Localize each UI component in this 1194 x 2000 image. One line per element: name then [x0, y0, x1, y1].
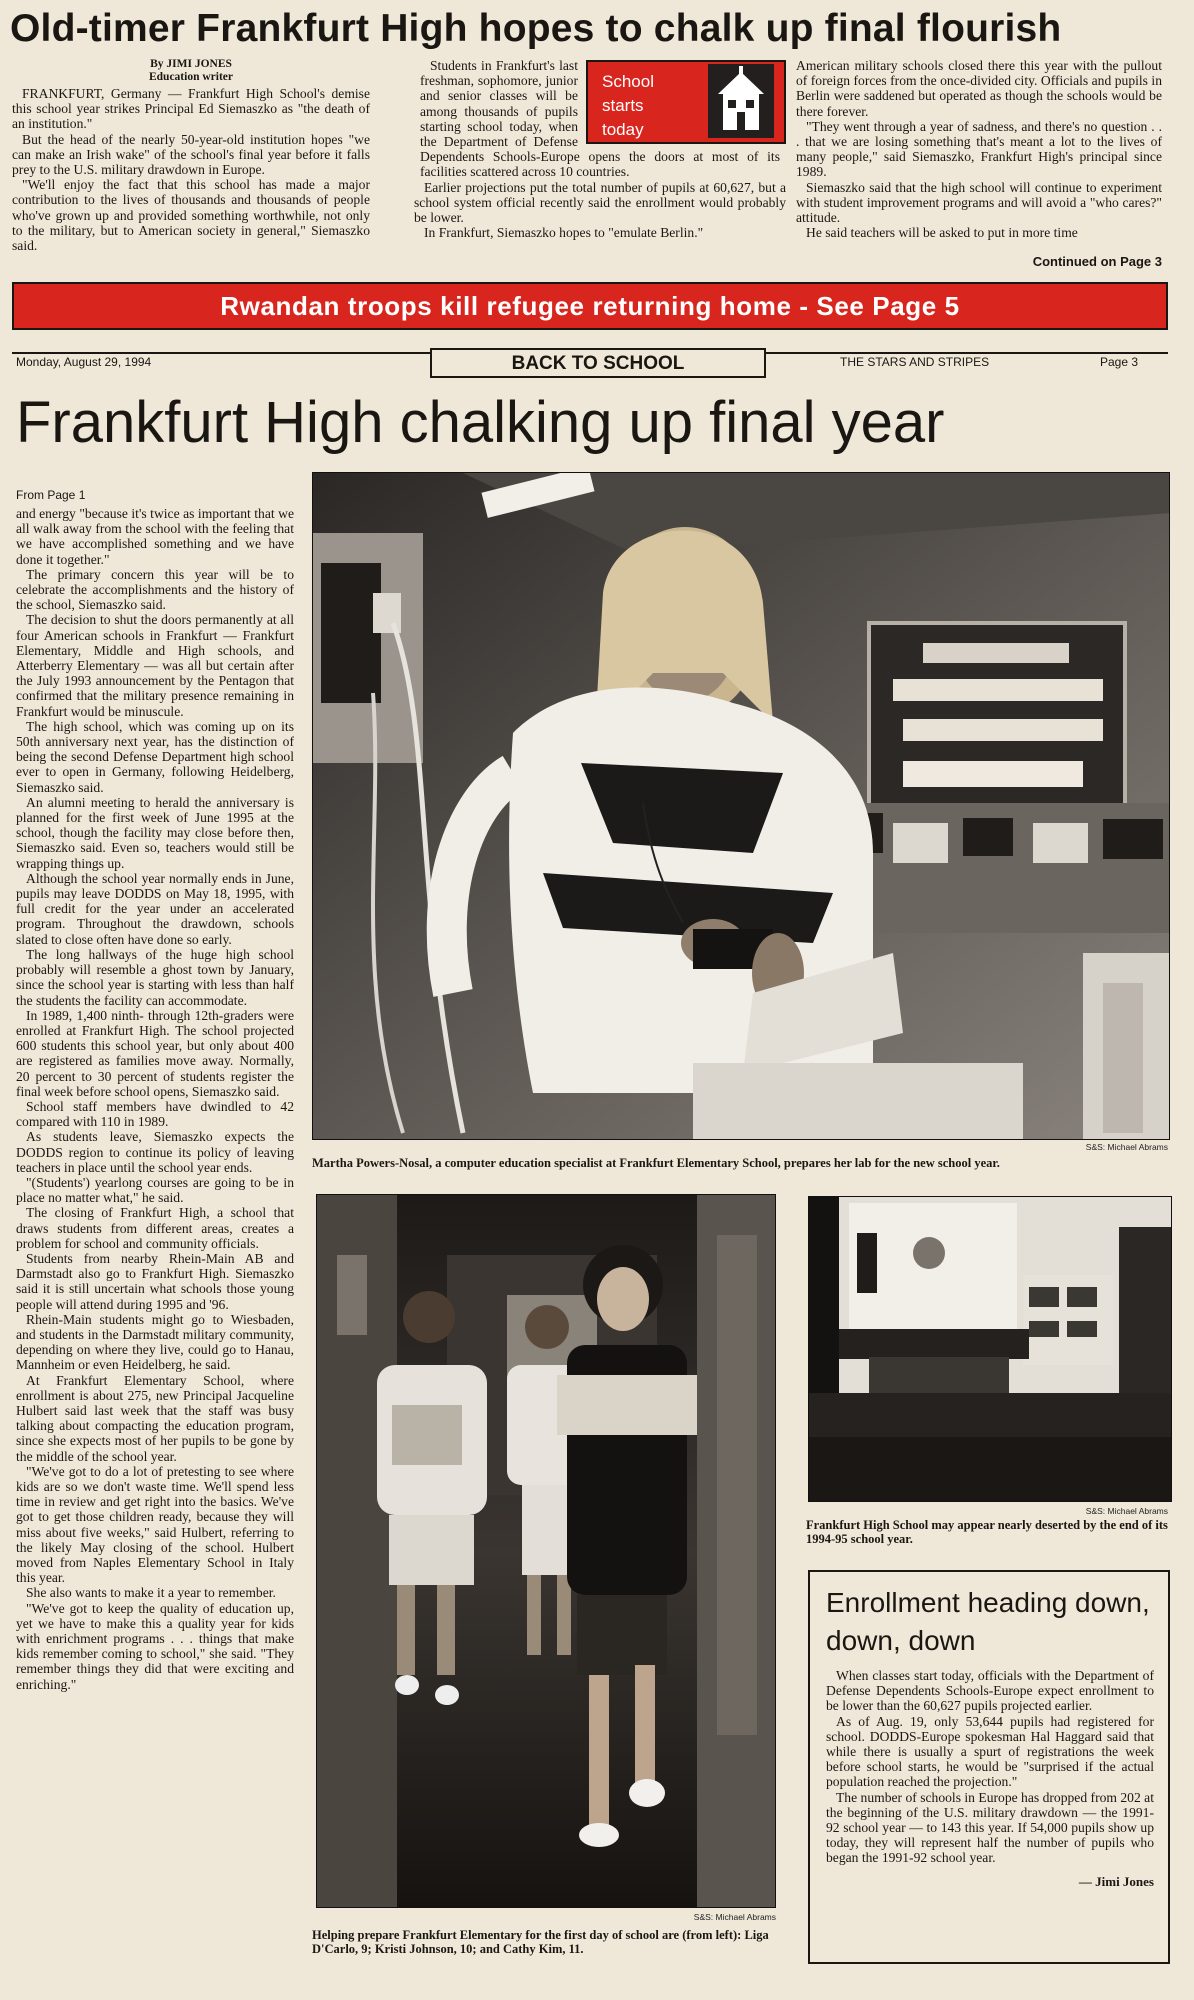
school-badge: [586, 60, 786, 144]
sidebar-signoff: — Jimi Jones: [1078, 1873, 1154, 1889]
paragraph: The closing of Frankfurt High, a school that draws students from different areas, creates a problem for school and community officials.: [16, 1205, 294, 1251]
from-page: From Page 1: [16, 488, 86, 502]
schoolhouse-icon: [708, 64, 774, 138]
building-photo-caption: Frankfurt High School may appear nearly deserted by the end of its 1994-95 school year.: [806, 1518, 1168, 1546]
paragraph: Siemaszko said that the high school will continue to experiment with student improvement programs and will avoid a "who cares?" attitude.: [796, 179, 1162, 226]
paragraph: Earlier projections put the total number of pupils at 60,627, but a school system official recently said the enrollment would probably be lower.: [414, 179, 786, 226]
photo-credit: S&S: Michael Abrams: [1085, 1142, 1168, 1152]
paragraph: Students from nearby Rhein-Main AB and Darmstadt also go to Frankfurt High. Siemaszko said it is still uncertain what schools those young people will attend during 1995 and '96.: [16, 1250, 294, 1312]
paragraph: He said teachers will be asked to put in more time: [806, 225, 1078, 241]
kids-photo: [316, 1194, 776, 1908]
paragraph: She also wants to make it a year to remember.: [26, 1585, 276, 1601]
top-headline: Old-timer Frankfurt High hopes to chalk up final flourish: [10, 7, 1062, 50]
paragraph: As students leave, Siemaszko expects the DODDS region to continue its policy of leaving teachers in place until the school year ends.: [16, 1129, 294, 1175]
page-date: Monday, August 29, 1994: [16, 355, 152, 369]
paper-name: THE STARS AND STRIPES: [840, 355, 990, 369]
teacher-photo: [312, 472, 1170, 1140]
paragraph: "They went through a year of sadness, and there's no question . . . that we are losing something that's meant a lot to the lives of many people," said Siemaszko, Frankfurt High's principal since 1989.: [796, 118, 1162, 180]
top-story-col3: [796, 58, 1162, 240]
continued-note: Continued on Page 3: [1032, 254, 1162, 269]
byline: By JIMI JONES: [150, 58, 232, 70]
page-number: Page 3: [1100, 355, 1139, 369]
enrollment-sidebar: [808, 1570, 1170, 1964]
building-photo: [808, 1196, 1172, 1502]
paragraph: The long hallways of the huge high school probably will resemble a ghost town by January, since the school year is starting with less than half the students the facility can accommodate.: [16, 946, 294, 1008]
paragraph: School staff members have dwindled to 42 compared with 110 in 1989.: [16, 1098, 294, 1130]
paragraph: Rhein-Main students might go to Wiesbaden, and students in the Darmstadt military community, depending on where they live, could go to Hanau, Mannheim or even Heidelberg, he said.: [16, 1311, 294, 1373]
photo-credit: S&S: Michael Abrams: [1085, 1506, 1168, 1516]
paragraph: The primary concern this year will be to celebrate the accomplishments and the history of the school, Siemaszko said.: [16, 566, 294, 613]
main-headline: Frankfurt High chalking up final year: [16, 390, 945, 455]
paragraph: An alumni meeting to herald the anniversary is planned for the first week of June 1995 at the school, though the facility may close before then, Siemaszko said. Even so, teachers would still be wrapping things up.: [16, 794, 294, 871]
paragraph: The number of schools in Europe has dropped from 202 at the beginning of the U.S. military drawdown — the 1991-92 school year — to 143 this year. If 54,000 pupils show up today, they will represent half the number of pupils who began the 1991-92 school year.: [826, 1789, 1154, 1866]
badge-line: today: [602, 120, 644, 139]
badge-line: starts: [602, 96, 644, 115]
banner-text: Rwandan troops kill refugee returning home - See Page 5: [220, 291, 960, 321]
badge-line: School: [602, 72, 654, 91]
paragraph: In Frankfurt, Siemaszko hopes to "emulate Berlin.": [424, 225, 704, 241]
paragraph: Although the school year normally ends in June, pupils may leave DODDS on May 18, 1995, with full credit for the year under an accelerated program. Throughout the drawdown, schools slated to close often have done so early.: [16, 870, 294, 947]
paragraph: At Frankfurt Elementary School, where enrollment is about 275, new Principal Jacqueline Hulbert said last week that the staff was busy talking about compacting the education program, since she expects most of her pupils to be gone by the middle of the school year.: [16, 1372, 294, 1464]
paragraph: In 1989, 1,400 ninth- through 12th-graders were enrolled at Frankfurt High. The school projected 600 students this school year, but only about 400 are registered as families move away. Normally, 20 percent to 30 percent of students register the final week before school opens, Siemaszko said.: [16, 1007, 294, 1099]
main-story-column: [16, 506, 294, 1986]
paragraph: "We've got to do a lot of pretesting to see where kids are so we don't waste time. We'll spend less time in review and get right into the basics. We've got to get those children ready, because they will miss about five weeks," said Hulbert, referring to the likely May closing of the school. Hulbert moved from Naples Elementary School in Italy this year.: [16, 1463, 294, 1586]
photo-credit: S&S: Michael Abrams: [693, 1912, 776, 1922]
paragraph: and energy "because it's twice as important that we all walk away from the school with the feeling that we have accomplished something and we have done it together.": [16, 506, 294, 567]
kids-photo-caption: Helping prepare Frankfurt Elementary for the first day of school are (from left): Liga D'Carlo, 9; Kristi Johnson, 10; and Cathy Kim, 11.: [312, 1928, 769, 1956]
paragraph: But the head of the nearly 50-year-old institution hopes "we can make an Irish wake" of the school's final year before it falls prey to the U.S. military drawdown in Europe.: [12, 131, 370, 178]
sidebar-body: [826, 1668, 1154, 1866]
paragraph: "(Students') yearlong courses are going to be in place no matter what," he said.: [16, 1174, 294, 1206]
teacher-photo-art: [313, 473, 1170, 1140]
paragraph: FRANKFURT, Germany — Frankfurt High School's demise this school year strikes Principal Ed Siemaszko as "the death of an institution.": [12, 86, 370, 132]
paragraph: When classes start today, officials with the Department of Defense Dependents Schools-Europe expect enrollment to be lower than the 60,627 pupils projected earlier.: [826, 1668, 1154, 1714]
building-photo-art: [809, 1197, 1172, 1502]
paragraph: Students in Frankfurt's last freshman, sophomore, junior and senior classes will be among thousands of pupils starting school today, when the Department of Defense Dependents Schools-Europe opens the doors at most of its facilities scattered across 10 countries.: [420, 58, 780, 180]
paragraph: "We've got to keep the quality of education up, yet we have to make this a quality year for kids with enrichment programs . . . things that make kids remember coming to school," she said. "They remember things they did that were exciting and enriching.": [16, 1600, 294, 1692]
top-story-col1: [12, 58, 370, 253]
section-label: BACK TO SCHOOL: [430, 348, 766, 378]
paragraph: The high school, which was coming up on its 50th anniversary next year, has the distinction of being the second Defense Department high school ever to open in Germany, following Heidelberg, Siemaszko said.: [16, 718, 294, 795]
sidebar-title: Enrollment heading down, down, down: [826, 1587, 1150, 1656]
paragraph: As of Aug. 19, only 53,644 pupils had registered for school. DODDS-Europe spokesman Hal Haggard said that while there is usually a spurt of registrations the week before school starts, he would be "surprised if the actual population reached the projection.": [826, 1713, 1154, 1790]
teacher-photo-caption: Martha Powers-Nosal, a computer education specialist at Frankfurt Elementary School, prepares her lab for the new school year.: [312, 1156, 1000, 1170]
kids-photo-art: [317, 1195, 776, 1908]
paragraph: "We'll enjoy the fact that this school has made a major contribution to the lives of thousands and thousands of people who've grown up and provided something worthwhile, not only to the military, but to American society in general," Siemaszko said.: [12, 177, 370, 254]
byline-role: Education writer: [148, 71, 233, 83]
paragraph: The decision to shut the doors permanently at all four American schools in Frankfurt — Frankfurt Elementary, Middle and High schools, and Atterberry Elementary — was all but certain after the July 1993 announcement by the Pentagon that confirmed that the military presence remaining in Frankfurt would be minuscule.: [16, 612, 294, 719]
top-story-col2: [414, 58, 786, 240]
paragraph: American military schools closed there this year with the pullout of foreign forces from the once-divided city. Officials and pupils in Berlin were saddened but operated as though the schools would be there forever.: [796, 58, 1162, 119]
